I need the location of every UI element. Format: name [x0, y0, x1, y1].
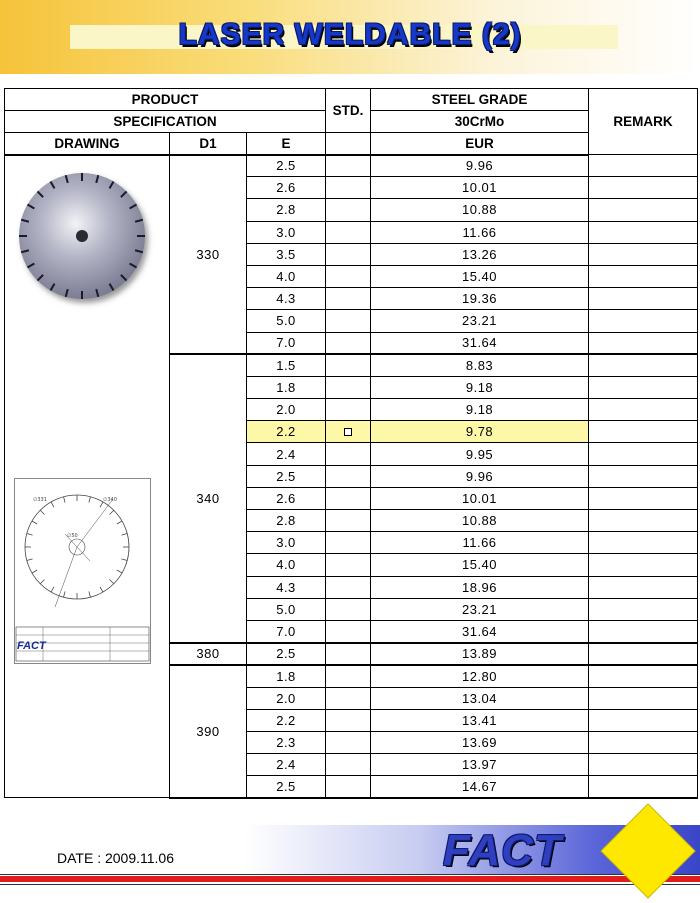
price-cell: 9.95: [371, 443, 589, 465]
header-product: PRODUCT: [5, 89, 326, 111]
remark-cell: [589, 243, 698, 265]
page-title: LASER WELDABLE (2): [178, 18, 522, 51]
std-cell: [326, 265, 371, 287]
price-cell: 14.67: [371, 776, 589, 798]
std-cell: [326, 288, 371, 310]
e-cell: 3.0: [247, 221, 326, 243]
drawing-logo: FACT: [17, 640, 46, 652]
price-cell: 13.69: [371, 731, 589, 753]
header-std: STD.: [326, 89, 371, 133]
e-cell: 2.3: [247, 731, 326, 753]
header-grade: 30CrMo: [371, 111, 589, 133]
std-cell: [326, 421, 371, 443]
d1-cell: 330: [170, 155, 247, 355]
std-cell: [326, 354, 371, 376]
footer-date: DATE : 2009.11.06: [57, 850, 174, 866]
remark-cell: [589, 288, 698, 310]
footer-divider-top: [0, 874, 700, 875]
remark-cell: [589, 620, 698, 642]
price-cell: 9.96: [371, 155, 589, 177]
e-cell: 2.0: [247, 687, 326, 709]
price-cell: 9.78: [371, 421, 589, 443]
std-cell: [326, 665, 371, 687]
e-cell: 7.0: [247, 620, 326, 642]
price-cell: 12.80: [371, 665, 589, 687]
price-cell: 10.01: [371, 487, 589, 509]
std-cell: [326, 199, 371, 221]
price-cell: 13.41: [371, 709, 589, 731]
d1-cell: 340: [170, 354, 247, 642]
std-cell: [326, 221, 371, 243]
price-cell: 9.96: [371, 465, 589, 487]
e-cell: 4.0: [247, 554, 326, 576]
price-cell: 31.64: [371, 332, 589, 354]
std-cell: [326, 731, 371, 753]
price-cell: 11.66: [371, 532, 589, 554]
remark-cell: [589, 687, 698, 709]
e-cell: 2.8: [247, 510, 326, 532]
price-cell: 23.21: [371, 598, 589, 620]
svg-text:∅50: ∅50: [67, 533, 78, 539]
remark-cell: [589, 421, 698, 443]
price-cell: 15.40: [371, 265, 589, 287]
e-cell: 3.5: [247, 243, 326, 265]
header-specification: SPECIFICATION: [5, 111, 326, 133]
std-cell: [326, 576, 371, 598]
std-cell: [326, 554, 371, 576]
std-checkbox-icon: [344, 428, 352, 436]
svg-text:∅331: ∅331: [33, 497, 47, 503]
remark-cell: [589, 265, 698, 287]
fact-logo: FACT: [443, 826, 562, 875]
std-cell: [326, 487, 371, 509]
remark-cell: [589, 443, 698, 465]
remark-cell: [589, 643, 698, 665]
price-cell: 13.89: [371, 643, 589, 665]
std-cell: [326, 243, 371, 265]
e-cell: 2.4: [247, 754, 326, 776]
e-cell: 5.0: [247, 598, 326, 620]
std-cell: [326, 310, 371, 332]
e-cell: 4.0: [247, 265, 326, 287]
header-d1: D1: [170, 133, 247, 155]
remark-cell: [589, 310, 698, 332]
remark-cell: [589, 465, 698, 487]
remark-cell: [589, 532, 698, 554]
e-cell: 2.2: [247, 709, 326, 731]
e-cell: 1.8: [247, 376, 326, 398]
remark-cell: [589, 731, 698, 753]
std-cell: [326, 776, 371, 798]
e-cell: 7.0: [247, 332, 326, 354]
remark-cell: [589, 487, 698, 509]
std-cell: [326, 332, 371, 354]
header-remark: REMARK: [589, 89, 698, 155]
e-cell: 2.0: [247, 399, 326, 421]
e-cell: 2.8: [247, 199, 326, 221]
std-cell: [326, 465, 371, 487]
price-cell: 31.64: [371, 620, 589, 642]
remark-cell: [589, 510, 698, 532]
price-cell: 10.88: [371, 510, 589, 532]
e-cell: 4.3: [247, 288, 326, 310]
price-cell: 13.04: [371, 687, 589, 709]
footer-divider-bottom: [0, 884, 700, 885]
std-cell: [326, 177, 371, 199]
e-cell: 3.0: [247, 532, 326, 554]
std-cell: [326, 709, 371, 731]
e-cell: 2.5: [247, 155, 326, 177]
d1-cell: 380: [170, 643, 247, 665]
remark-cell: [589, 576, 698, 598]
e-cell: 5.0: [247, 310, 326, 332]
std-cell: [326, 510, 371, 532]
yellow-diamond-icon: [598, 801, 698, 901]
svg-text:∅340: ∅340: [103, 497, 117, 503]
header-std-blank: [326, 133, 371, 155]
e-cell: 4.3: [247, 576, 326, 598]
e-cell: 2.4: [247, 443, 326, 465]
std-cell: [326, 643, 371, 665]
std-cell: [326, 376, 371, 398]
std-cell: [326, 443, 371, 465]
price-cell: 11.66: [371, 221, 589, 243]
remark-cell: [589, 199, 698, 221]
remark-cell: [589, 376, 698, 398]
remark-cell: [589, 155, 698, 177]
footer-red-stripe: [0, 876, 700, 882]
remark-cell: [589, 754, 698, 776]
std-cell: [326, 155, 371, 177]
technical-drawing: [14, 478, 151, 664]
remark-cell: [589, 709, 698, 731]
price-cell: 13.26: [371, 243, 589, 265]
header-e: E: [247, 133, 326, 155]
remark-cell: [589, 554, 698, 576]
price-cell: 9.18: [371, 376, 589, 398]
price-cell: 19.36: [371, 288, 589, 310]
remark-cell: [589, 776, 698, 798]
e-cell: 1.5: [247, 354, 326, 376]
e-cell: 2.5: [247, 465, 326, 487]
price-cell: 18.96: [371, 576, 589, 598]
price-cell: 10.88: [371, 199, 589, 221]
e-cell: 2.6: [247, 487, 326, 509]
remark-cell: [589, 354, 698, 376]
d1-cell: 390: [170, 665, 247, 798]
remark-cell: [589, 332, 698, 354]
std-cell: [326, 399, 371, 421]
header-steel-grade: STEEL GRADE: [371, 89, 589, 111]
remark-cell: [589, 399, 698, 421]
e-cell: 2.2: [247, 421, 326, 443]
saw-blade-image: [12, 166, 158, 312]
header-drawing: DRAWING: [5, 133, 170, 155]
price-cell: 23.21: [371, 310, 589, 332]
price-cell: 9.18: [371, 399, 589, 421]
std-cell: [326, 754, 371, 776]
price-cell: 13.97: [371, 754, 589, 776]
e-cell: 2.6: [247, 177, 326, 199]
remark-cell: [589, 221, 698, 243]
header-currency: EUR: [371, 133, 589, 155]
remark-cell: [589, 177, 698, 199]
price-cell: 8.83: [371, 354, 589, 376]
e-cell: 1.8: [247, 665, 326, 687]
std-cell: [326, 598, 371, 620]
e-cell: 2.5: [247, 643, 326, 665]
std-cell: [326, 687, 371, 709]
std-cell: [326, 532, 371, 554]
std-cell: [326, 620, 371, 642]
price-cell: 10.01: [371, 177, 589, 199]
price-cell: 15.40: [371, 554, 589, 576]
remark-cell: [589, 665, 698, 687]
remark-cell: [589, 598, 698, 620]
spec-table-wrap: [4, 88, 697, 800]
e-cell: 2.5: [247, 776, 326, 798]
